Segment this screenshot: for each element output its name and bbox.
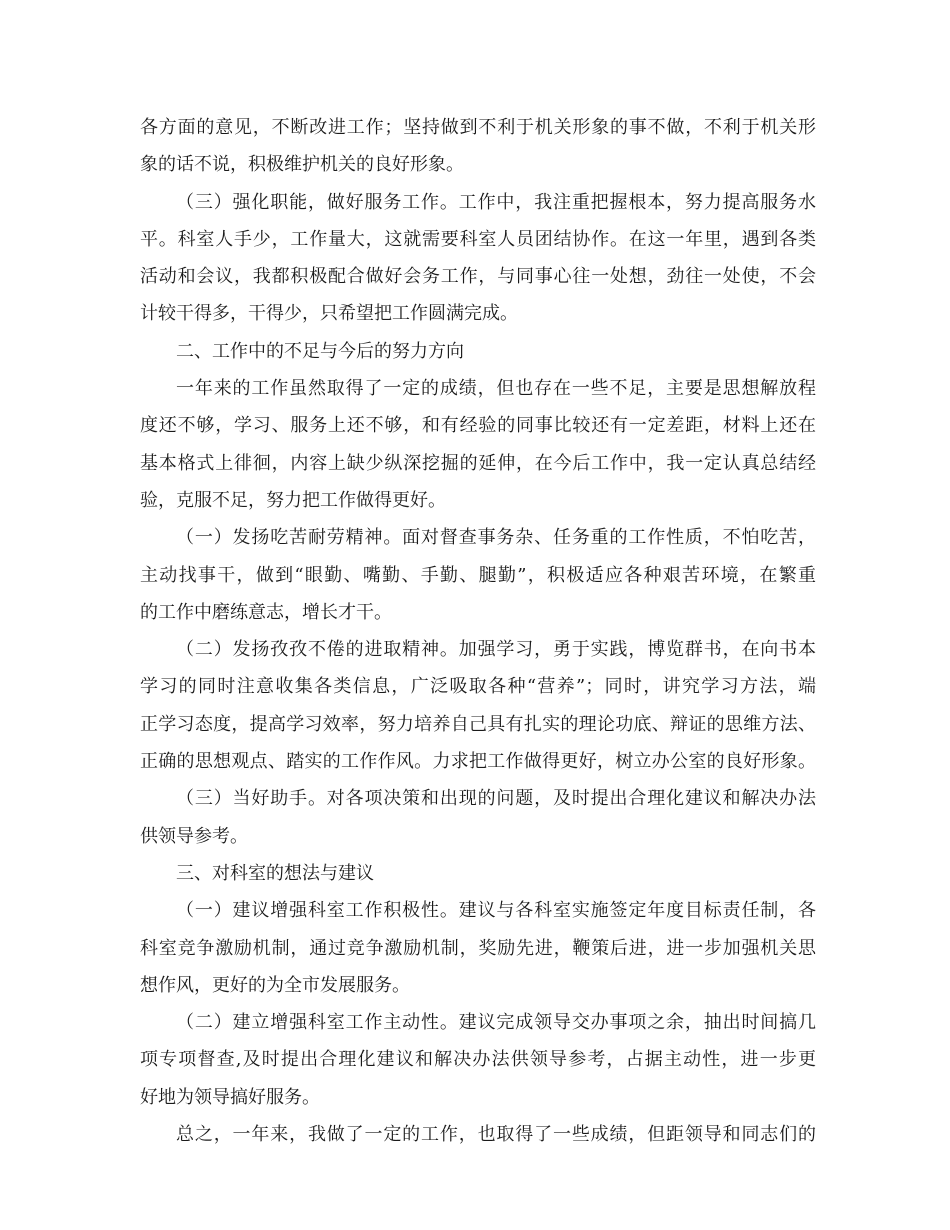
document-page [140, 109, 816, 1153]
text-line: 基本格式上徘徊，内容上缺少纵深挖掘的延伸，在今后工作中，我一定认真总结经 [140, 452, 816, 474]
section-heading: 三、对科室的想法与建议 [176, 862, 374, 884]
paragraph-start-line: （二）发扬孜孜不倦的进取精神。加强学习，勇于实践，博览群书，在向书本 [176, 639, 816, 661]
paragraph-start-line: （二）建立增强科室工作主动性。建议完成领导交办事项之余，抽出时间搞几 [176, 1012, 816, 1034]
text-line: 正确的思想观点、踏实的工作作风。力求把工作做得更好，树立办公室的良好形象。 [140, 751, 816, 773]
text-line: 好地为领导搞好服务。 [140, 1086, 320, 1108]
text-line: 学习的同时注意收集各类信息，广泛吸取各种“营养”；同时，讲究学习方法，端 [140, 676, 816, 698]
text-line: 活动和会议，我都积极配合做好会务工作，与同事心往一处想，劲往一处使，不会 [140, 266, 816, 288]
text-line: 平。科室人手少，工作量大，这就需要科室人员团结协作。在这一年里，遇到各类 [140, 228, 816, 250]
text-line: 主动找事干，做到“眼勤、嘴勤、手勤、腿勤”，积极适应各种艰苦环境，在繁重 [140, 564, 816, 586]
text-line: 项专项督查,及时提出合理化建议和解决办法供领导参考，占据主动性，进一步更 [140, 1049, 816, 1071]
paragraph-start-line: （三）强化职能，做好服务工作。工作中，我注重把握根本，努力提高服务水 [176, 191, 816, 213]
text-line: 度还不够，学习、服务上还不够，和有经验的同事比较还有一定差距，材料上还在 [140, 415, 816, 437]
text-line: 供领导参考。 [140, 825, 248, 847]
paragraph-start-line: （三）当好助手。对各项决策和出现的问题，及时提出合理化建议和解决办法 [176, 788, 816, 810]
text-line: 象的话不说，积极维护机关的良好形象。 [140, 154, 464, 176]
section-heading: 二、工作中的不足与今后的努力方向 [176, 340, 464, 362]
text-line: 各方面的意见，不断改进工作；坚持做到不利于机关形象的事不做，不利于机关形 [140, 117, 816, 138]
text-line: 验，克服不足，努力把工作做得更好。 [140, 489, 446, 511]
paragraph-start-line: （一）建议增强科室工作积极性。建议与各科室实施签定年度目标责任制，各 [176, 900, 816, 922]
text-line: 的工作中磨练意志，增长才干。 [140, 601, 392, 623]
paragraph-start-line: （一）发扬吃苦耐劳精神。面对督查事务杂、任务重的工作性质，不怕吃苦， [176, 527, 816, 549]
paragraph-start-line: 一年来的工作虽然取得了一定的成绩，但也存在一些不足，主要是思想解放程 [176, 378, 816, 400]
text-line: 计较干得多，干得少，只希望把工作圆满完成。 [140, 303, 518, 325]
text-line: 科室竞争激励机制，通过竞争激励机制，奖励先进，鞭策后进，进一步加强机关思 [140, 937, 816, 959]
text-line: 正学习态度，提高学习效率，努力培养自己具有扎实的理论功底、辩证的思维方法、 [140, 713, 816, 735]
text-line: 想作风，更好的为全市发展服务。 [140, 974, 410, 996]
paragraph-start-line: 总之，一年来，我做了一定的工作，也取得了一些成绩，但距领导和同志们的 [176, 1124, 816, 1146]
